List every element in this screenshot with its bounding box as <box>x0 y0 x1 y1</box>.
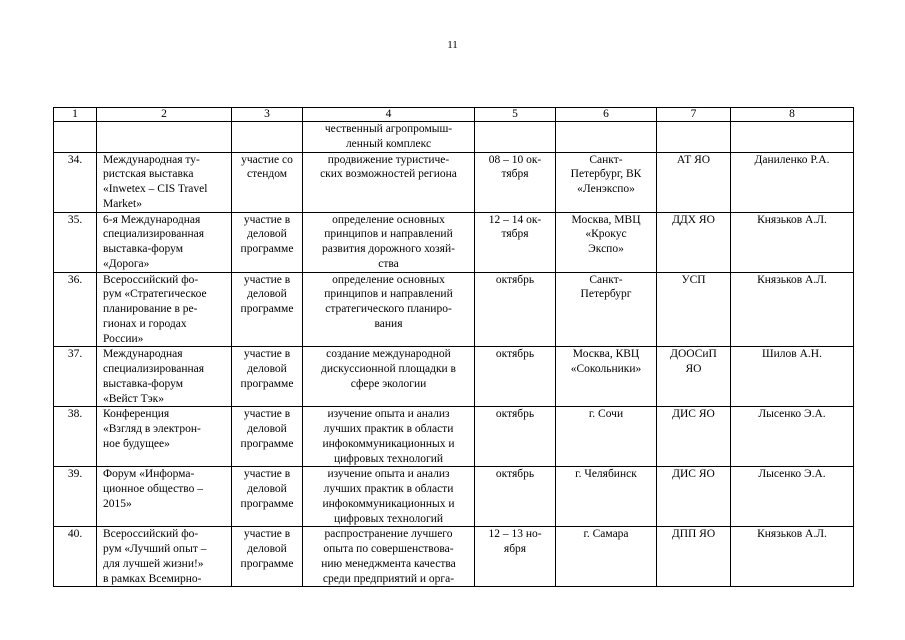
cell-line: Москва, МВЦ <box>571 213 641 226</box>
cell-line: Международная <box>103 348 183 361</box>
cell-line: деловой <box>247 228 287 241</box>
cell-participation <box>232 212 303 272</box>
cell-line: деловой <box>247 483 287 495</box>
cell-line: гионах и городах <box>103 317 187 330</box>
cell-line: специализированная <box>103 228 205 241</box>
cell-dates <box>475 152 556 212</box>
cell-line: ционное общество – <box>103 483 203 495</box>
cell-organizer <box>657 272 731 347</box>
cell-event <box>97 407 232 467</box>
cell-line: октябрь <box>495 468 535 481</box>
cell-line: участие в <box>243 408 291 421</box>
cell-participation <box>232 407 303 467</box>
cell-line: принципов и направлений <box>324 288 453 301</box>
cell-event <box>97 152 232 212</box>
table-row <box>54 152 854 212</box>
column-number: 1 <box>54 108 97 122</box>
cell-line: Всероссийский фо- <box>103 528 199 541</box>
cell-line: изучение опыта и анализ <box>327 468 450 481</box>
cell-line: октябрь <box>495 348 535 361</box>
cell-line: 36. <box>67 273 83 286</box>
cell-line: распространение лучшего <box>324 528 453 541</box>
cell-line: ное будущее» <box>103 437 170 450</box>
cell-dates <box>475 212 556 272</box>
cell-event <box>97 467 232 527</box>
cell-participation <box>232 467 303 527</box>
cell-line: рум «Лучший опыт – <box>103 543 207 555</box>
cell-responsible <box>731 152 854 212</box>
cell-dates <box>475 407 556 467</box>
cell-line: Москва, КВЦ <box>572 348 640 361</box>
cell-organizer <box>657 212 731 272</box>
cell-line: Международная ту- <box>103 153 200 166</box>
cell-number <box>54 152 97 212</box>
cell-venue <box>556 212 657 272</box>
cell-line: ских возможностей региона <box>320 168 457 181</box>
cell-participation <box>232 527 303 587</box>
cell-line: «Вейст Тэк» <box>103 392 164 405</box>
cell-line: программе <box>240 243 294 255</box>
cell-responsible <box>731 272 854 347</box>
column-number: 4 <box>303 108 475 122</box>
cell-line: нию менеджмента качества <box>321 557 456 570</box>
cell-line: Князьков А.Л. <box>757 273 827 286</box>
cell-organizer <box>657 347 731 407</box>
cell-goal <box>303 467 475 527</box>
cell-line: Форум «Информа- <box>103 468 195 481</box>
cell-line: 08 – 10 ок- <box>488 153 542 166</box>
cell-goal <box>303 527 475 587</box>
cell-line: г. Челябинск <box>575 468 637 481</box>
cell-line: УСП <box>681 273 706 286</box>
cell-line: г. Самара <box>583 528 629 541</box>
cell-line: деловой <box>247 423 287 435</box>
cell-line: Шилов А.Н. <box>762 348 822 361</box>
cell-number <box>54 527 97 587</box>
column-number: 6 <box>556 108 657 122</box>
cell-number <box>54 407 97 467</box>
cell-line: «Взгляд в электрон- <box>103 423 201 435</box>
cell-line: октябрь <box>495 273 535 286</box>
cell-line: цифровых технологий <box>333 512 444 525</box>
table-row <box>54 527 854 587</box>
column-number: 5 <box>475 108 556 122</box>
cell-line: участие со <box>241 153 293 166</box>
cell-goal <box>303 272 475 347</box>
cell-line: стендом <box>246 168 288 181</box>
events-table <box>53 107 854 587</box>
cell-line: программе <box>240 557 294 570</box>
cell-line: участие в <box>243 273 291 286</box>
column-number: 8 <box>731 108 854 122</box>
cell-event <box>97 212 232 272</box>
cell-venue <box>556 272 657 347</box>
cell-line: «Крокус <box>585 228 627 241</box>
cell-participation <box>232 152 303 212</box>
cell-line: выставка-форум <box>103 377 183 390</box>
cell-event <box>97 527 232 587</box>
cell-line: ства <box>378 257 399 270</box>
cell-line: «Сокольники» <box>570 363 642 375</box>
cell-venue <box>556 152 657 212</box>
cell-line: среди предприятий и орга- <box>322 572 455 585</box>
cell-responsible <box>731 467 854 527</box>
column-number: 2 <box>97 108 232 122</box>
cell-line: 2015» <box>103 497 132 510</box>
cell-line: для лучшей жизни!» <box>103 557 204 570</box>
column-number-row <box>54 108 854 122</box>
cell-line: 40. <box>67 528 83 541</box>
table-row <box>54 347 854 407</box>
cell-line: «Inwetex – CIS Travel <box>103 183 208 195</box>
cell-line: ЯО <box>685 363 702 375</box>
cell-goal <box>303 347 475 407</box>
table-row-continuation <box>54 122 854 153</box>
cell-participation <box>232 122 303 153</box>
column-number: 3 <box>232 108 303 122</box>
table-row <box>54 272 854 347</box>
cell-line: 12 – 13 но- <box>488 528 542 541</box>
cell-line: участие в <box>243 348 291 361</box>
cell-organizer <box>657 527 731 587</box>
cell-line: 37. <box>67 348 83 361</box>
cell-line: 38. <box>67 408 83 421</box>
cell-dates <box>475 347 556 407</box>
cell-line: ября <box>503 543 527 555</box>
cell-line: деловой <box>247 288 287 301</box>
cell-line: сфере экологии <box>350 377 427 390</box>
cell-line: лучших практик в области <box>323 423 454 435</box>
cell-venue <box>556 122 657 153</box>
cell-responsible <box>731 212 854 272</box>
cell-line: ДПП ЯО <box>671 528 716 541</box>
cell-line: Конференция <box>103 408 170 421</box>
cell-line: Market» <box>103 197 142 210</box>
cell-number <box>54 122 97 153</box>
cell-number <box>54 467 97 527</box>
cell-line: специализированная <box>103 363 205 375</box>
cell-line: ДООСиП <box>670 348 717 361</box>
cell-line: участие в <box>243 213 291 226</box>
cell-event <box>97 272 232 347</box>
cell-dates <box>475 272 556 347</box>
cell-number <box>54 347 97 407</box>
cell-line: планирование в ре- <box>103 303 198 315</box>
cell-line: Князьков А.Л. <box>757 213 827 226</box>
table-row <box>54 212 854 272</box>
cell-line: ленный комплекс <box>345 137 432 150</box>
cell-line: принципов и направлений <box>324 228 453 241</box>
cell-line: продвижение туристиче- <box>327 153 450 166</box>
cell-line: Лысенко Э.А. <box>758 468 826 481</box>
cell-line: Петербург <box>580 288 632 301</box>
cell-line: Экспо» <box>588 243 624 255</box>
cell-venue <box>556 467 657 527</box>
cell-line: Даниленко Р.А. <box>754 153 830 166</box>
cell-dates <box>475 122 556 153</box>
cell-line: тября <box>501 228 529 241</box>
cell-line: России» <box>103 332 144 345</box>
cell-line: тября <box>501 168 529 181</box>
cell-dates <box>475 527 556 587</box>
cell-participation <box>232 272 303 347</box>
cell-line: определение основных <box>332 213 445 226</box>
cell-line: дискуссионной площадки в <box>321 363 456 375</box>
cell-line: 34. <box>67 153 83 166</box>
cell-line: Петербург, ВК <box>570 168 642 181</box>
cell-organizer <box>657 467 731 527</box>
cell-venue <box>556 347 657 407</box>
cell-line: АТ ЯО <box>676 153 711 166</box>
cell-line: в рамках Всемирно- <box>103 572 202 585</box>
table-row <box>54 467 854 527</box>
cell-line: ДИС ЯО <box>672 468 715 481</box>
cell-organizer <box>657 407 731 467</box>
cell-goal <box>303 122 475 153</box>
cell-line: программе <box>240 437 294 450</box>
cell-line: «Ленэкспо» <box>577 183 635 195</box>
cell-goal <box>303 152 475 212</box>
cell-organizer <box>657 122 731 153</box>
cell-number <box>54 212 97 272</box>
cell-organizer <box>657 152 731 212</box>
cell-line: инфокоммуникационных и <box>322 437 455 450</box>
cell-line: определение основных <box>332 273 445 286</box>
cell-line: Лысенко Э.А. <box>758 408 826 421</box>
cell-line: ристская выставка <box>103 168 194 181</box>
cell-line: 12 – 14 ок- <box>488 213 542 226</box>
cell-line: деловой <box>247 363 287 375</box>
cell-responsible <box>731 407 854 467</box>
cell-line: программе <box>240 377 294 390</box>
cell-event <box>97 122 232 153</box>
cell-line: программе <box>240 497 294 510</box>
cell-number <box>54 272 97 347</box>
cell-line: вания <box>374 317 403 330</box>
cell-dates <box>475 467 556 527</box>
cell-line: «Дорога» <box>103 257 150 270</box>
cell-venue <box>556 407 657 467</box>
cell-line: деловой <box>247 543 287 555</box>
cell-line: 35. <box>67 213 83 226</box>
cell-line: чественный агропромыш- <box>324 123 453 135</box>
cell-line: стратегического планиро- <box>325 303 452 315</box>
cell-venue <box>556 527 657 587</box>
cell-line: октябрь <box>495 408 535 421</box>
cell-line: участие в <box>243 528 291 541</box>
cell-line: лучших практик в области <box>323 483 454 495</box>
column-number: 7 <box>657 108 731 122</box>
cell-line: цифровых технологий <box>333 452 444 465</box>
cell-goal <box>303 212 475 272</box>
cell-responsible <box>731 122 854 153</box>
cell-line: рум «Стратегическое <box>103 288 207 301</box>
cell-line: развития дорожного хозяй- <box>322 243 455 255</box>
cell-line: инфокоммуникационных и <box>322 497 455 510</box>
cell-line: программе <box>240 303 294 315</box>
cell-line: Князьков А.Л. <box>757 528 827 541</box>
cell-line: 6-я Международная <box>103 213 201 226</box>
cell-line: создание международной <box>326 348 451 361</box>
cell-goal <box>303 407 475 467</box>
cell-line: ДИС ЯО <box>672 408 715 421</box>
cell-line: 39. <box>67 468 83 481</box>
cell-line: выставка-форум <box>103 243 183 255</box>
cell-responsible <box>731 347 854 407</box>
cell-line: изучение опыта и анализ <box>327 408 450 421</box>
cell-line: Санкт- <box>589 153 623 166</box>
cell-line: ДДХ ЯО <box>672 213 715 226</box>
cell-participation <box>232 347 303 407</box>
cell-line: опыта по совершенствова- <box>323 543 454 555</box>
table-row <box>54 407 854 467</box>
cell-responsible <box>731 527 854 587</box>
cell-event <box>97 347 232 407</box>
cell-line: г. Сочи <box>588 408 624 421</box>
cell-line: Санкт- <box>589 273 623 286</box>
page-number: 11 <box>447 39 458 51</box>
cell-line: Всероссийский фо- <box>103 273 199 286</box>
cell-line: участие в <box>243 468 291 481</box>
